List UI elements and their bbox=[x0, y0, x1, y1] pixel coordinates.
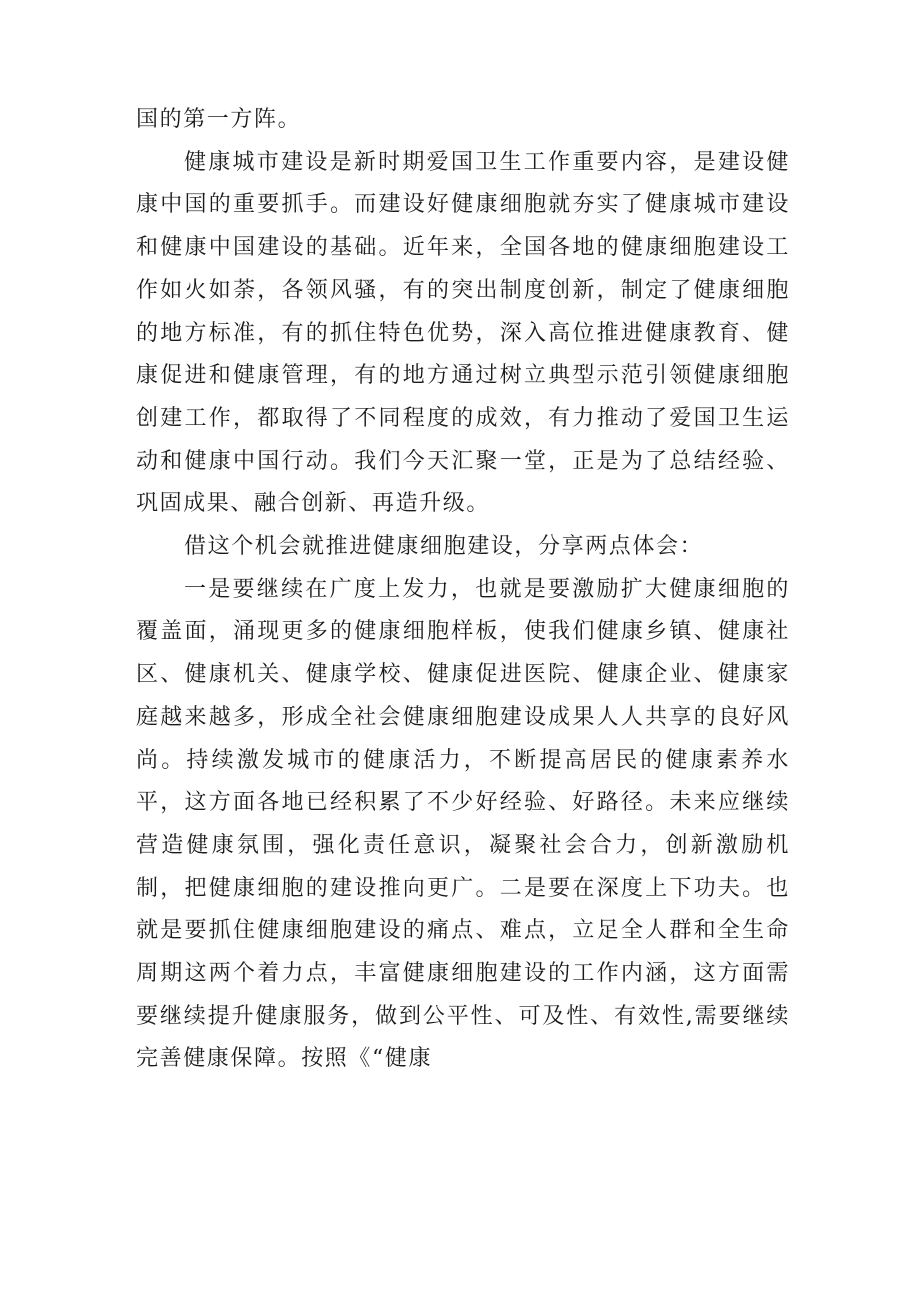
paragraph-intro-points: 借这个机会就推进健康细胞建设，分享两点体会： bbox=[184, 534, 704, 560]
paragraph-first-point: 一是要继续在广度上发力，也就是要激励扩大健康细胞的覆盖面，涌现更多的健康细胞样板，使我们健康乡镇、健康社区、健康机关、健康学校、健康促进医院、健康企业、健康家庭越来越多，形成全社会健康细胞建设成果人人共享的良好风尚。持续激发城市的健康活力，不断提高居民的健康素养水平，这方面各地已经积累了不少好经验、好路径。未来应继续营造健康氛围，强化责任意识，凝聚社会合力，创新激励机制，把健康细胞的建设推向更广。二是要在深度上下功夫。也就是要抓住健康细胞建设的痛点、难点，立足全人群和全生命周期这两个着力点，丰富健康细胞建设的工作内涵，这方面需要继续提升健康服务，做到公平性、可及性、有效性,需要继续完善健康保障。按照《“健康 bbox=[136, 576, 790, 1072]
body-text bbox=[136, 99, 790, 1081]
paragraph-healthy-city: 健康城市建设是新时期爱国卫生工作重要内容，是建设健康中国的重要抓手。而建设好健康细胞就夯实了健康城市建设和健康中国建设的基础。近年来，全国各地的健康细胞建设工作如火如荼，各领风骚，有的突出制度创新，制定了健康细胞的地方标准，有的抓住特色优势，深入高位推进健康教育、健康促进和健康管理，有的地方通过树立典型示范引领健康细胞创建工作，都取得了不同程度的成效，有力推动了爱国卫生运动和健康中国行动。我们今天汇聚一堂，正是为了总结经验、巩固成果、融合创新、再造升级。 bbox=[136, 149, 790, 517]
paragraph-continuation: 国的第一方阵。 bbox=[136, 107, 302, 132]
